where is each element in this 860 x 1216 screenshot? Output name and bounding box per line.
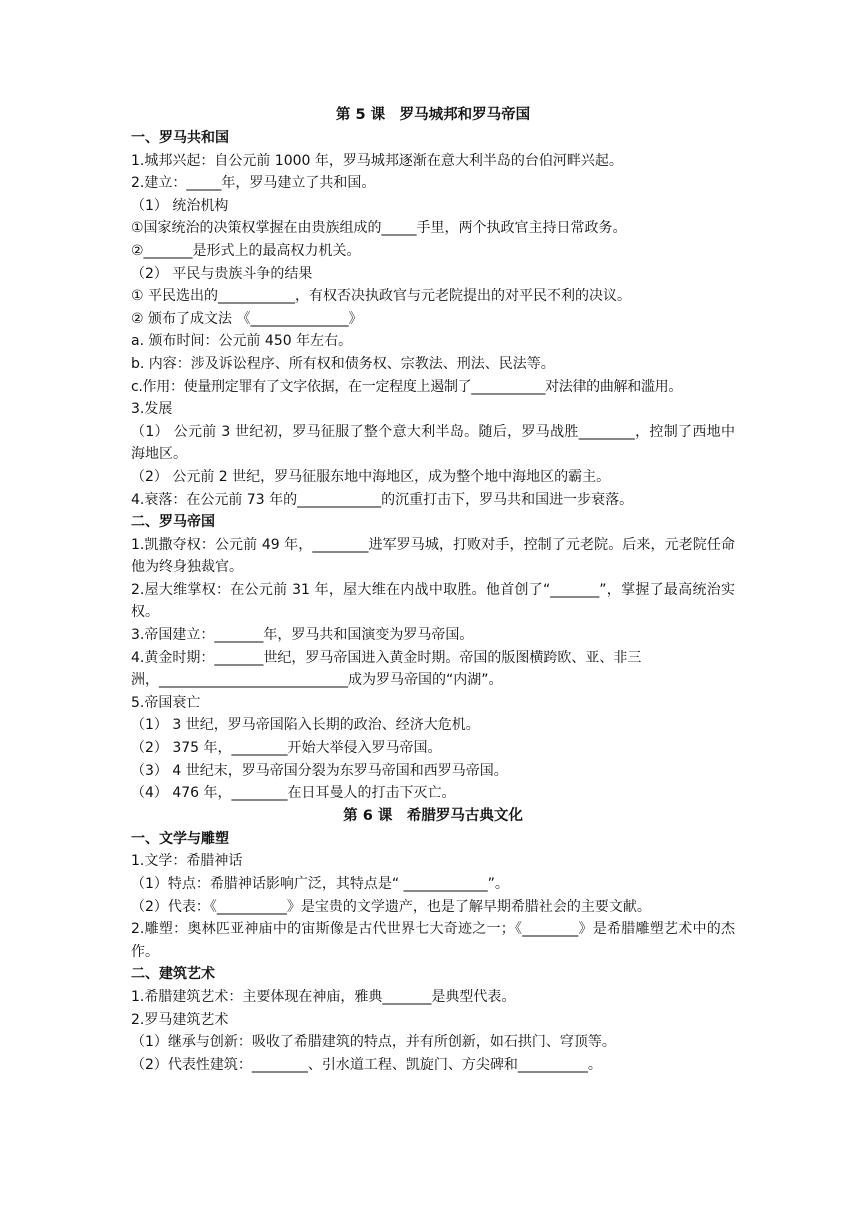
text-line: a. 颁布时间：公元前 450 年左右。 (131, 333, 353, 350)
document-content (131, 104, 735, 1076)
text-line: 3.帝国建立：_______年，罗马共和国演变为罗马帝国。 (131, 627, 474, 644)
text-line: （1） 3 世纪，罗马帝国陷入长期的政治、经济大危机。 (131, 717, 480, 734)
text-line: （2） 公元前 2 世纪，罗马征服东地中海地区，成为整个地中海地区的霸主。 (131, 468, 611, 485)
text-line: （3） 4 世纪末，罗马帝国分裂为东罗马帝国和西罗马帝国。 (131, 762, 508, 779)
text-line: （2）代表：《__________》是宝贵的文学遗产，也是了解早期希腊社会的主要文献。 (131, 898, 651, 915)
text-paragraph: （1） 公元前 3 世纪初，罗马征服了整个意大利半岛。随后，罗马战胜________，控制了西地中海地区。 (131, 423, 735, 463)
text-line: 2.建立：_____年，罗马建立了共和国。 (131, 175, 376, 192)
text-line: b. 内容：涉及诉讼程序、所有权和债务权、宗教法、刑法、民法等。 (131, 355, 555, 372)
text-line: （2）代表性建筑：________、引水道工程、凯旋门、方尖碑和__________。 (131, 1056, 602, 1073)
text-line: （1） 统治机构 (131, 197, 229, 214)
text-line: 4.黄金时期：_______世纪，罗马帝国进入黄金时期。帝国的版图横跨欧、亚、非三 (131, 649, 642, 666)
text-line: 1.文学：希腊神话 (131, 853, 243, 870)
section-heading: 二、建筑艺术 (131, 966, 215, 983)
section-heading: 二、罗马帝国 (131, 514, 215, 531)
text-line: ① 平民选出的___________，有权否决执政官与元老院提出的对平民不利的决议。 (131, 288, 631, 305)
text-line: 1.城邦兴起：自公元前 1000 年，罗马城邦逐渐在意大利半岛的台伯河畔兴起。 (131, 152, 623, 169)
section-heading: 一、文学与雕塑 (131, 830, 229, 847)
text-line: 3.发展 (131, 401, 173, 418)
text-line: （2） 375 年，________开始大举侵入罗马帝国。 (131, 740, 442, 757)
text-line: 2.罗马建筑艺术 (131, 1011, 229, 1028)
text-line: （1）继承与创新：吸收了希腊建筑的特点，并有所创新，如石拱门、穹顶等。 (131, 1034, 616, 1051)
text-line: ①国家统治的决策权掌握在由贵族组成的_____手里，两个执政官主持日常政务。 (131, 220, 627, 237)
text-line: （1）特点：希腊神话影响广泛，其特点是“ ____________”。 (131, 876, 509, 892)
text-line: （2） 平民与贵族斗争的结果 (131, 265, 313, 282)
text-line: （4） 476 年，________在日耳曼人的打击下灭亡。 (131, 785, 456, 802)
text-line: c.作用：使量刑定罪有了文字依据，在一定程度上遏制了___________对法律的曲解和滥用。 (131, 378, 683, 395)
lesson6-title: 第 6 课 希腊罗马古典文化 (343, 807, 523, 824)
text-paragraph: 2.屋大维掌权：在公元前 31 年，屋大维在内战中取胜。他首创了“_______”，掌握了最高统治实权。 (131, 581, 735, 621)
lesson5-title: 第 5 课 罗马城邦和罗马帝国 (335, 107, 531, 123)
text-line: ②_______是形式上的最高权力机关。 (131, 242, 361, 259)
text-line: ② 颁布了成文法 《______________》 (131, 310, 363, 327)
text-line: 洲，___________________________成为罗马帝国的“内湖”。 (131, 672, 503, 689)
text-line: 4.衰落：在公元前 73 年的____________的沉重打击下，罗马共和国进一步衰落。 (131, 491, 634, 508)
text-line: 1.希腊建筑艺术：主要体现在神庙，雅典_______是典型代表。 (131, 988, 516, 1005)
text-paragraph: 1.凯撒夺权：公元前 49 年，________进军罗马城，打败对手，控制了元老院。后来，元老院任命他为终身独裁官。 (131, 536, 735, 576)
text-line: 5.帝国衰亡 (131, 694, 201, 711)
text-paragraph: 2.雕塑：奥林匹亚神庙中的宙斯像是古代世界七大奇迹之一；《________》是希腊雕塑艺术中的杰作。 (131, 921, 735, 960)
section-heading: 一、罗马共和国 (131, 130, 229, 146)
